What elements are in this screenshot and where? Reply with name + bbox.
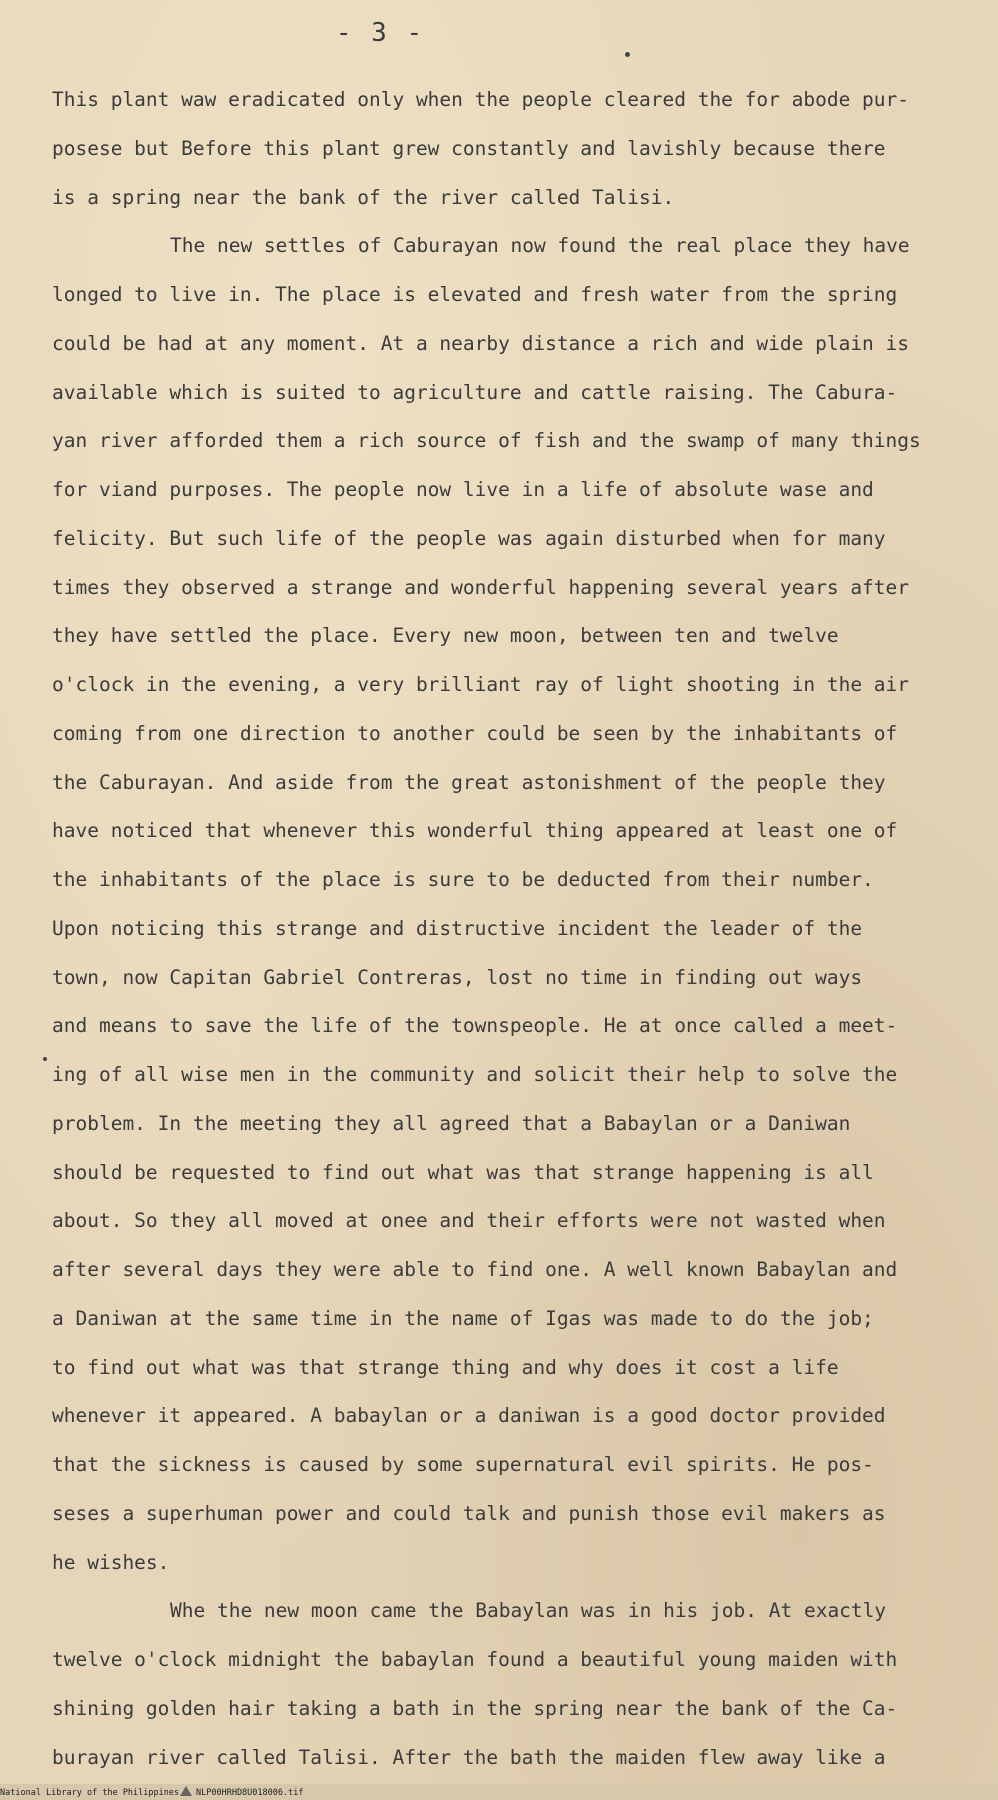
text-line: seses a superhuman power and could talk and punish those evil makers as [52,1501,886,1525]
text-line: available which is suited to agriculture and cattle raising. The Cabura- [52,380,898,404]
text-line: for viand purposes. The people now live in a life of absolute wase and [52,478,874,501]
text-line: Upon noticing this strange and distructive incident the leader of the [52,916,863,940]
text-line: This plant waw eradicated only when the people cleared the for abode pur- [52,88,910,111]
scan-footer [0,1784,998,1800]
ink-speck [625,52,630,57]
text-line: whenever it appeared. A babaylan or a daniwan is a good doctor provided [52,1404,886,1428]
text-line: to find out what was that strange thing and why does it cost a life [52,1355,839,1379]
text-line: should be requested to find out what was that strange happening is all [52,1160,874,1184]
text-line: burayan river called Talisi. After the bath the maiden flew away like a [52,1745,886,1769]
text-line: after several days they were able to find one. A well known Babaylan and [52,1258,898,1281]
text-line: the inhabitants of the place is sure to be deducted from their number. [52,868,874,891]
text-line: about. So they all moved at onee and their efforts were not wasted when [52,1209,886,1233]
text-line: they have settled the place. Every new moon, between ten and twelve [52,624,839,648]
text-line: a Daniwan at the same time in the name of Igas was made to do the job; [52,1306,874,1330]
scanner-notch-icon [180,1786,192,1796]
text-line: shining golden hair taking a bath in the spring near the bank of the Ca- [52,1696,898,1720]
text-line: the Caburayan. And aside from the great astonishment of the people they [52,770,886,794]
text-line: town, now Capitan Gabriel Contreras, lost no time in finding out ways [52,965,863,989]
text-line: posese but Before this plant grew constantly and lavishly because there [52,136,886,160]
text-line: could be had at any moment. At a nearby distance a rich and wide plain is [52,331,910,355]
text-line: and means to save the life of the townspeople. He at once called a meet- [52,1014,898,1038]
text-line: yan river afforded them a rich source of fish and the swamp of many things [52,429,921,453]
page-number: - 3 - [335,18,425,48]
document-body [52,82,952,1788]
ink-speck [43,1057,47,1061]
text-line: that the sickness is caused by some supernatural evil spirits. He pos- [52,1453,874,1476]
text-line: is a spring near the bank of the river called Talisi. [52,185,675,209]
text-line: ing of all wise men in the community and solicit their help to solve the [52,1063,898,1086]
footer-library-label: National Library of the Philippines [0,1788,180,1798]
text-line: felicity. But such life of the people was again disturbed when for many [52,526,886,550]
text-line: he wishes. [52,1550,170,1574]
paragraph-start-line: The new settles of Caburayan now found the real place they have [170,234,910,258]
text-line: o'clock in the evening, a very brilliant ray of light shooting in the air [52,673,910,696]
paragraph-start-line: Whe the new moon came the Babaylan was in his job. At exactly [170,1599,887,1623]
text-line: longed to live in. The place is elevated and fresh water from the spring [52,283,898,306]
footer-file-name: NLP00HRHD8U018006.tif [196,1788,304,1798]
text-line: have noticed that whenever this wonderful thing appeared at least one of [52,819,898,843]
text-line: twelve o'clock midnight the babaylan found a beautiful young maiden with [52,1648,898,1671]
text-line: problem. In the meeting they all agreed that a Babaylan or a Daniwan [52,1111,851,1135]
text-line: coming from one direction to another could be seen by the inhabitants of [52,721,898,745]
text-line: times they observed a strange and wonderful happening several years after [52,575,910,599]
